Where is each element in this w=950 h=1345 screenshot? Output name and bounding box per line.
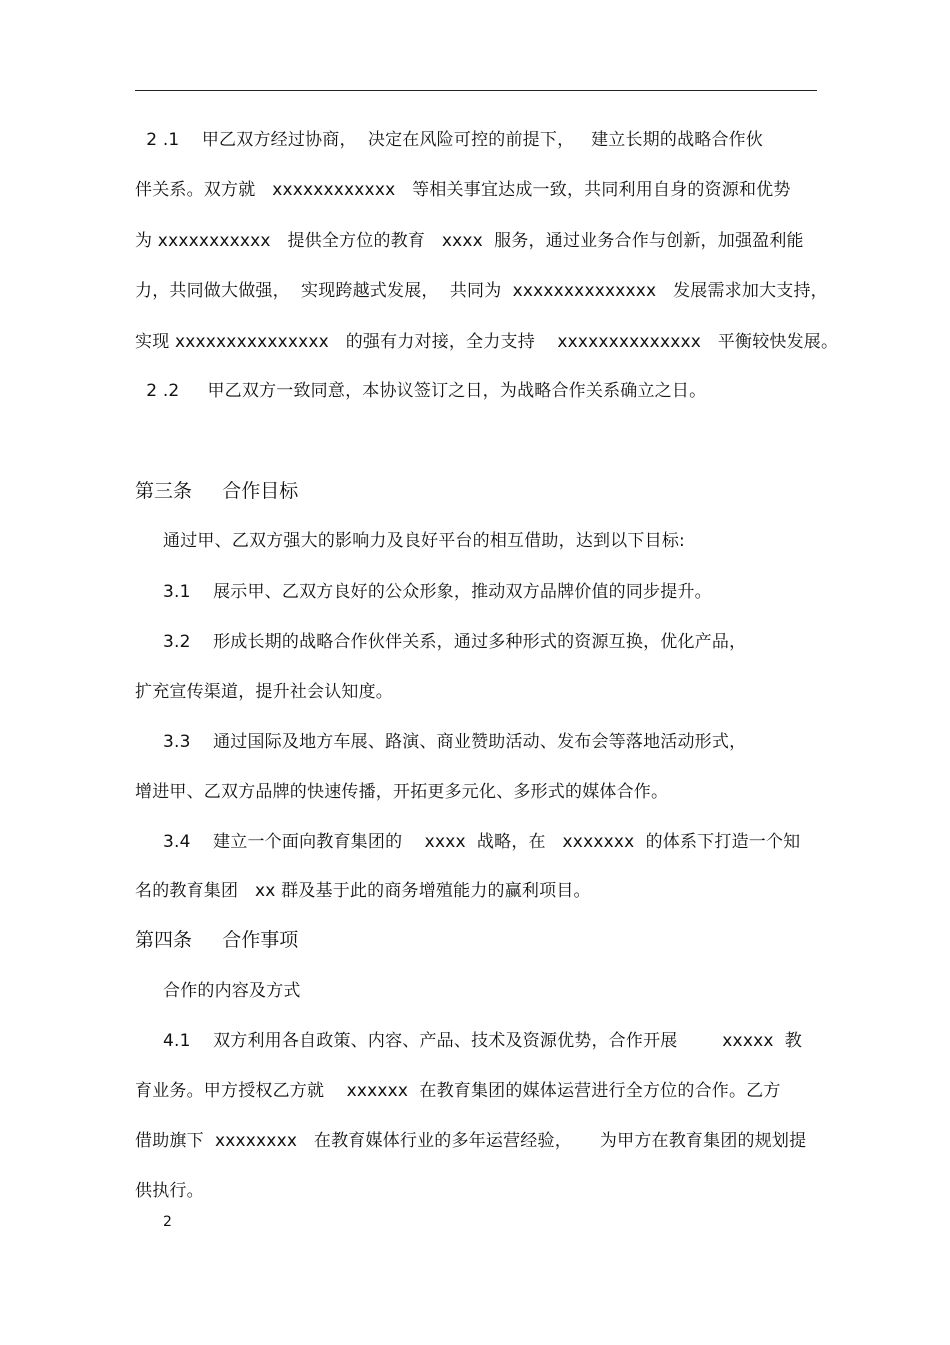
paragraph-line: 2 .1 甲乙双方经过协商， 决定在风险可控的前提下， 建立长期的战略合作伙 xyxy=(135,130,764,150)
paragraph-line: 供执行。 xyxy=(135,1181,204,1201)
paragraph-line: 扩充宣传渠道，提升社会认知度。 xyxy=(135,682,393,702)
paragraph-line: 伴关系。双方就 xxxxxxxxxxxx 等相关事宜达成一致，共同利用自身的资源和优势 xyxy=(135,180,791,200)
paragraph-line: 实现 xxxxxxxxxxxxxxx 的强有力对接，全力支持 xxxxxxxxxxxxxx 平衡较快发展。 xyxy=(135,332,839,352)
header-rule xyxy=(135,90,817,91)
paragraph-line: 通过甲、乙双方强大的影响力及良好平台的相互借助，达到以下目标: xyxy=(135,531,685,551)
paragraph-line: 借助旗下 xxxxxxxx 在教育媒体行业的多年运营经验， 为甲方在教育集团的规划提 xyxy=(135,1131,807,1151)
paragraph-line: 3.4 建立一个面向教育集团的 xxxx 战略，在 xxxxxxx 的体系下打造一个知 xyxy=(135,832,801,852)
paragraph-line: 3.1 展示甲、乙双方良好的公众形象，推动双方品牌价值的同步提升。 xyxy=(135,582,712,602)
page-number: 2 xyxy=(163,1214,172,1230)
paragraph-line: 为 xxxxxxxxxxx 提供全方位的教育 xxxx 服务，通过业务合作与创新，加强盈利能 xyxy=(135,231,804,251)
paragraph-line: 名的教育集团 xx 群及基于此的商务增殖能力的赢利项目。 xyxy=(135,881,591,901)
paragraph-line: 增进甲、乙双方品牌的快速传播，开拓更多元化、多形式的媒体合作。 xyxy=(135,782,669,802)
paragraph-line: 2 .2 甲乙双方一致同意，本协议签订之日，为战略合作关系确立之日。 xyxy=(135,381,707,401)
paragraph-line: 育业务。甲方授权乙方就 xxxxxx 在教育集团的媒体运营进行全方位的合作。乙方 xyxy=(135,1081,781,1101)
paragraph-line: 3.2 形成长期的战略合作伙伴关系，通过多种形式的资源互换，优化产品， xyxy=(135,632,747,652)
paragraph-line: 合作的内容及方式 xyxy=(135,981,301,1001)
paragraph-line: 3.3 通过国际及地方车展、路演、商业赞助活动、发布会等落地活动形式， xyxy=(135,732,747,752)
paragraph-line: 力，共同做大做强， 实现跨越式发展， 共同为 xxxxxxxxxxxxxx 发展需求加大支持， xyxy=(135,281,828,301)
section-heading-4: 第四条 合作事项 xyxy=(135,929,299,951)
section-heading-3: 第三条 合作目标 xyxy=(135,480,299,502)
paragraph-line: 4.1 双方利用各自政策、内容、产品、技术及资源优势，合作开展 xxxxx 教 xyxy=(135,1031,803,1051)
